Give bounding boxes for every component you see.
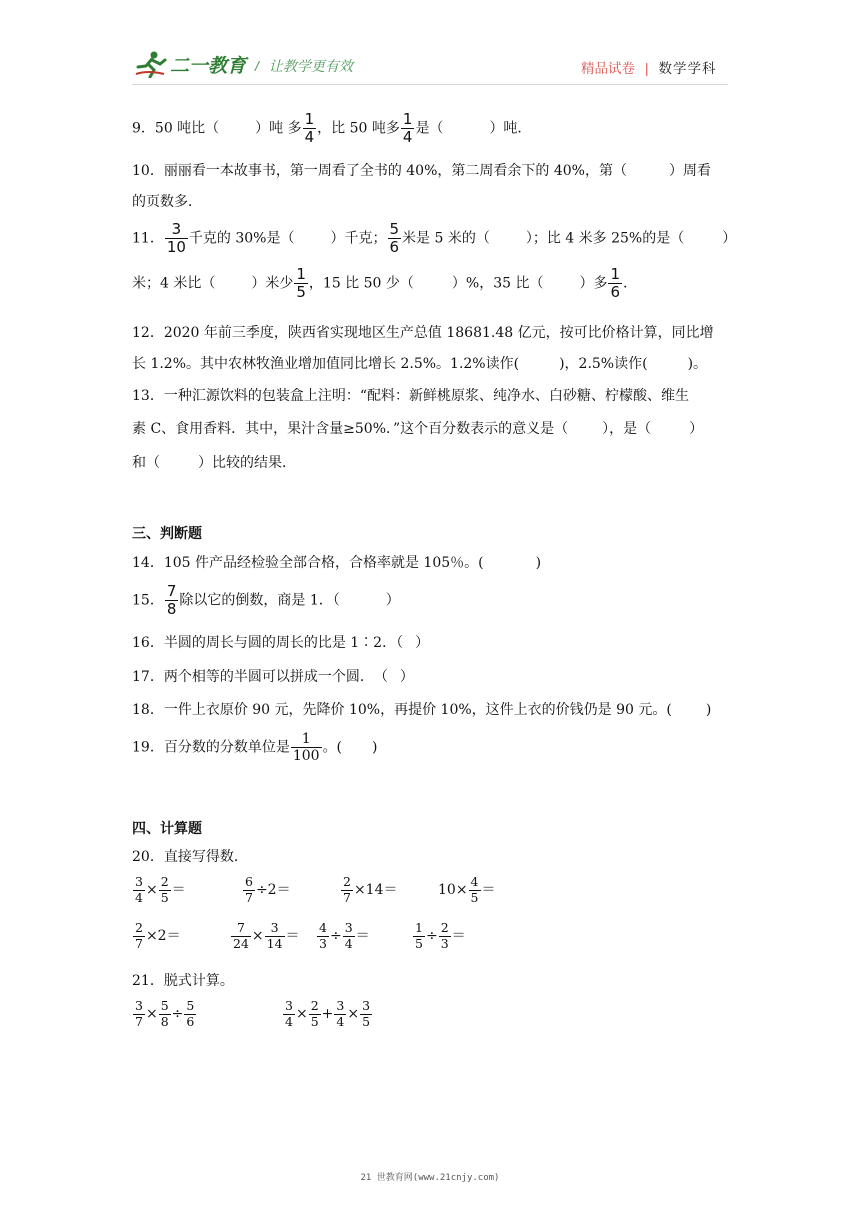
calc-r1c2: $\frac{6}{7}$ ÷2＝: [245, 874, 291, 905]
question-9: [132, 112, 531, 145]
q17-close: ）: [399, 669, 414, 685]
q15-number: 15．: [132, 592, 164, 609]
q11-text-4: ）；比 4 米多 25%的是（: [525, 230, 685, 247]
q15-close: ）: [385, 592, 400, 609]
calc-r2c1: $\frac{2}{7}$ ×2＝: [135, 920, 181, 951]
question-21-title: 21．脱式计算。: [132, 973, 234, 989]
q15-fraction: $\frac{7}{8}$: [166, 582, 177, 618]
q11-fraction-3: $\frac{1}{5}$: [296, 265, 306, 301]
q13-text-4: 和（: [132, 455, 160, 471]
q19-close: ): [372, 739, 378, 756]
section-4-title: 四、计算题: [132, 821, 202, 837]
q11-fraction-1: $\frac{3}{10}$: [166, 220, 186, 256]
header-tags: [581, 57, 717, 77]
q11-text-7: ）米少: [251, 275, 294, 292]
q11-number: 11．: [132, 230, 164, 247]
q11-text-2: ）千克；: [330, 230, 387, 247]
q14-close: ): [535, 555, 542, 571]
q9-text-4: 是（: [415, 120, 444, 137]
q19-text: 19．百分数的分数单位是: [132, 739, 290, 756]
q9-text-1: 9．50 吨比（: [132, 120, 220, 137]
question-10-line-2: 的页数多．: [132, 194, 202, 210]
question-17: [132, 666, 414, 686]
q11-text-10: ）多: [579, 275, 608, 292]
subject-label: 数学学科: [658, 61, 717, 76]
q11-text-8: ，15 比 50 少（: [308, 275, 414, 292]
question-18: [132, 699, 711, 719]
calc-r2c3: $\frac{4}{3}$ ÷ $\frac{3}{4}$ ＝: [319, 920, 370, 951]
slogan-text: 让教学更有效: [268, 58, 353, 74]
q18-text: 18．一件上衣原价 90 元，先降价 10%，再提价 10%，这件上衣的价钱仍是 90 元。(: [132, 702, 672, 718]
q11-fraction-2: $\frac{5}{6}$: [389, 220, 400, 256]
calc-expression-2: $\frac{3}{4}$ × $\frac{2}{5}$ + $\frac{3}{4}$ × $\frac{3}{5}$: [285, 998, 371, 1029]
page-footer: 21 世教育网(www.21cnjy.com): [360, 1173, 500, 1183]
question-11-line-2: [132, 267, 627, 300]
question-13-line-1: 13．一种汇源饮料的包装盒上注明：“配料：新鲜桃原浆、纯净水、白砂糖、柠檬酸、维生: [132, 388, 689, 404]
q16-text: 16．半圆的周长与圆的周长的比是 1∶2．（: [132, 635, 404, 651]
q12-text-3: )。: [687, 356, 708, 372]
q11-text-1: 千克的 30%是（: [188, 230, 295, 247]
calc-r1c4: 10× $\frac{4}{5}$ ＝: [438, 874, 496, 905]
slogan-slash: /: [255, 58, 259, 74]
q13-text-1: 素 C、食用香料．其中，果汁含量≥50%．”这个百分数表示的意义是（: [132, 421, 569, 437]
site-logo: [134, 50, 246, 78]
q19-fraction: $\frac{1}{100}$: [292, 731, 320, 764]
tag-separator: |: [645, 61, 649, 76]
slogan: [255, 56, 353, 76]
q11-fraction-4: $\frac{1}{6}$: [610, 265, 621, 301]
tag-label: 精品试卷: [581, 61, 635, 76]
q11-text-9: ）%，35 比（: [451, 275, 544, 292]
question-19: [132, 732, 378, 763]
q9-fraction-2: $\frac{1}{4}$: [402, 110, 413, 146]
q11-text-6: 米；4 米比（: [132, 275, 216, 292]
q18-close: ): [705, 702, 712, 718]
q9-text-2: ）吨 多: [255, 120, 302, 137]
calc-expression-1: $\frac{3}{7}$ × $\frac{5}{8}$ ÷ $\frac{5}{6}$: [135, 998, 195, 1029]
q11-text-11: .: [623, 275, 628, 292]
q11-text-5: ）: [722, 230, 737, 247]
question-10-line-1: 10．丽丽看一本故事书，第一周看了全书的 40%，第二周看余下的 40%，第（ ）周看: [132, 163, 711, 179]
question-11-line-1: [132, 222, 736, 255]
question-12-line-1: 12．2020 年前三季度，陕西省实现地区生产总值 18681.48 亿元，按可比价格计算，同比增: [132, 325, 714, 341]
runner-logo-icon: [134, 50, 168, 78]
q15-text: 除以它的倒数，商是 1．（: [179, 592, 340, 609]
q14-text: 14．105 件产品经检验全部合格，合格率就是 105％。(: [132, 555, 484, 571]
header-divider: [132, 84, 728, 85]
logo-text: 二一教育: [170, 55, 247, 77]
q17-text: 17．两个相等的半圆可以拼成一个圆． （: [132, 669, 388, 685]
q13-text-3: ）: [689, 421, 704, 437]
q13-text-2: ），是（: [602, 421, 652, 437]
question-15: [132, 584, 400, 617]
question-14: [132, 552, 541, 572]
question-20-title: 20．直接写得数．: [132, 849, 248, 865]
q11-text-3: 米是 5 米的（: [402, 230, 490, 247]
calc-r1c1: $\frac{3}{4}$ × $\frac{2}{5}$ ＝: [135, 874, 186, 905]
question-13-line-2: [132, 418, 703, 438]
section-3-title: 三、判断题: [132, 526, 202, 542]
question-16: [132, 632, 429, 652]
q16-close: ）: [415, 635, 430, 651]
q13-text-5: ）比较的结果．: [198, 455, 296, 471]
calc-r2c2: $\frac{7}{24}$ × $\frac{3}{14}$ ＝: [233, 920, 300, 951]
q9-text-3: ，比 50 吨多: [317, 120, 400, 137]
calc-r1c3: $\frac{2}{7}$ ×14＝: [343, 874, 398, 905]
question-13-line-3: [132, 452, 296, 472]
question-12-line-2: [132, 353, 707, 373]
q12-text-2: )，2.5%读作(: [559, 356, 648, 372]
q9-fraction-1: $\frac{1}{4}$: [304, 110, 315, 146]
q12-text-1: 长 1.2%。其中农林牧渔业增加值同比增长 2.5%。1.2%读作(: [132, 356, 520, 372]
q19-open: 。(: [322, 739, 343, 756]
q9-text-5: ）吨．: [489, 120, 532, 137]
calc-r2c4: $\frac{1}{5}$ ÷ $\frac{2}{3}$ ＝: [415, 920, 466, 951]
